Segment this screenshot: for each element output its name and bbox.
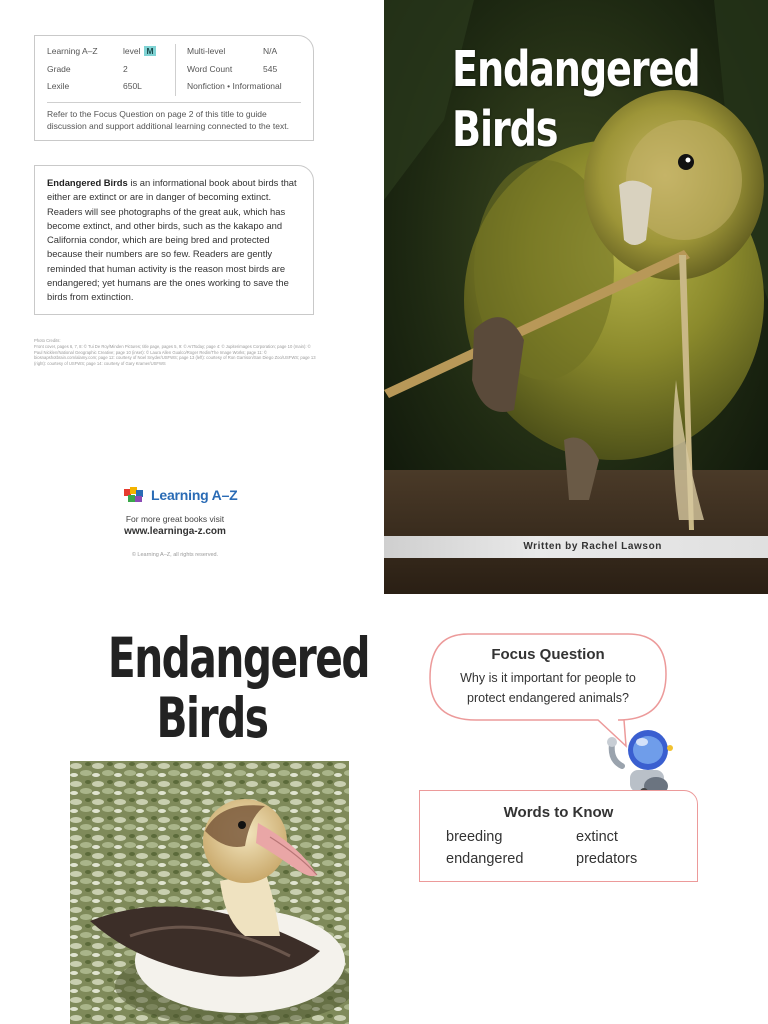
multilevel-label: Multi-level [187,46,226,56]
learning-az-logo-icon [124,487,148,503]
website-link[interactable]: www.learninga-z.com [124,526,226,537]
book-description [34,165,314,315]
word-breeding: breeding [446,829,503,845]
title-line1-text: Endangered [107,626,369,690]
grade-value: 2 [123,63,128,74]
focus-note: Refer to the Focus Question on page 2 of this title to guide discussion and support additional learning connected to the text. [47,109,289,131]
level-badge: M [146,46,154,56]
word-count-label: Word Count [187,63,233,74]
cover-title-line2: Birds [452,101,558,158]
title-line2 [62,688,362,748]
book-info-box [34,35,314,141]
photo-credits [34,338,316,367]
level-word: level [123,46,141,56]
author-credit: Written by Rachel Lawson [523,541,662,552]
words-to-know-heading: Words to Know [503,804,614,821]
title-page-heading [62,626,369,750]
word-endangered: endangered [446,851,524,867]
photo-credits-heading: Photo Credits: [34,338,61,343]
lexile-value: 650L [123,81,142,91]
info-horizontal-divider [47,102,301,103]
title-line2-text: Birds [156,686,268,750]
focus-question-heading: Focus Question [491,646,605,663]
description-body: is an informational book about birds that either are extinct or are in danger of becoming extinct. Readers will see photographs of the great auk, which has become extinct, and other birds, such as the kakapo and California condor, which are being bred and protected because their numbers are so few. Readers are gently reminded that human activity is the reason most birds are endangered; yet humans are the ones working to save the birds from extinction. [47,177,297,303]
grade-label: Grade [47,63,71,74]
visit-text: For more great books visit [125,514,225,524]
albatross-photo [70,761,349,1024]
multilevel-value: N/A [263,46,278,56]
cover-title-line1: Endangered [452,41,700,98]
albatross-image [70,761,349,1024]
robot-mascot-icon [600,726,682,800]
lexile-label: Lexile [47,81,70,91]
cover-title [452,40,699,160]
author-bar [384,536,768,558]
learning-az-logo [124,486,238,504]
logo-text: Learning A–Z [151,487,238,503]
publisher-label: Learning A–Z [47,46,98,56]
word-count-value: 545 [263,63,278,74]
book-cover [384,0,768,594]
genre-label: Nonfiction • Informational [187,81,282,91]
focus-question-text: Why is it important for people to protect endangered animals? [460,671,636,705]
word-predators: predators [576,851,638,867]
copyright: © Learning A–Z, all rights reserved. [131,552,219,558]
info-vertical-divider [175,44,176,96]
word-extinct: extinct [576,829,618,845]
level-label [123,46,156,56]
photo-credits-text: Front cover, pages 6, 7, 8: © Tui De Roy/Minden Pictures; title page, pages 5, 9: © ArtToday; page 4: © Jupiterimages Corporation; page 10 (main): © Paul Nicklen/National Geographic Creative; page 10 (inset): © Laura Allen Gualco/Roger Redin/The Image Works; page 11: © biosnapshotbrain.com/alamy.com; page 12: courtesy of Noel Snyder/USFWS; page 13 (left): courtesy of Ron Garrison/San Diego Zoo/USFWS; page 13 (right): courtesy of USFWS; page 14: courtesy of Gary Kramer/USFWS [34,343,316,367]
title-line1 [62,626,369,690]
description-title: Endangered Birds [47,177,128,188]
